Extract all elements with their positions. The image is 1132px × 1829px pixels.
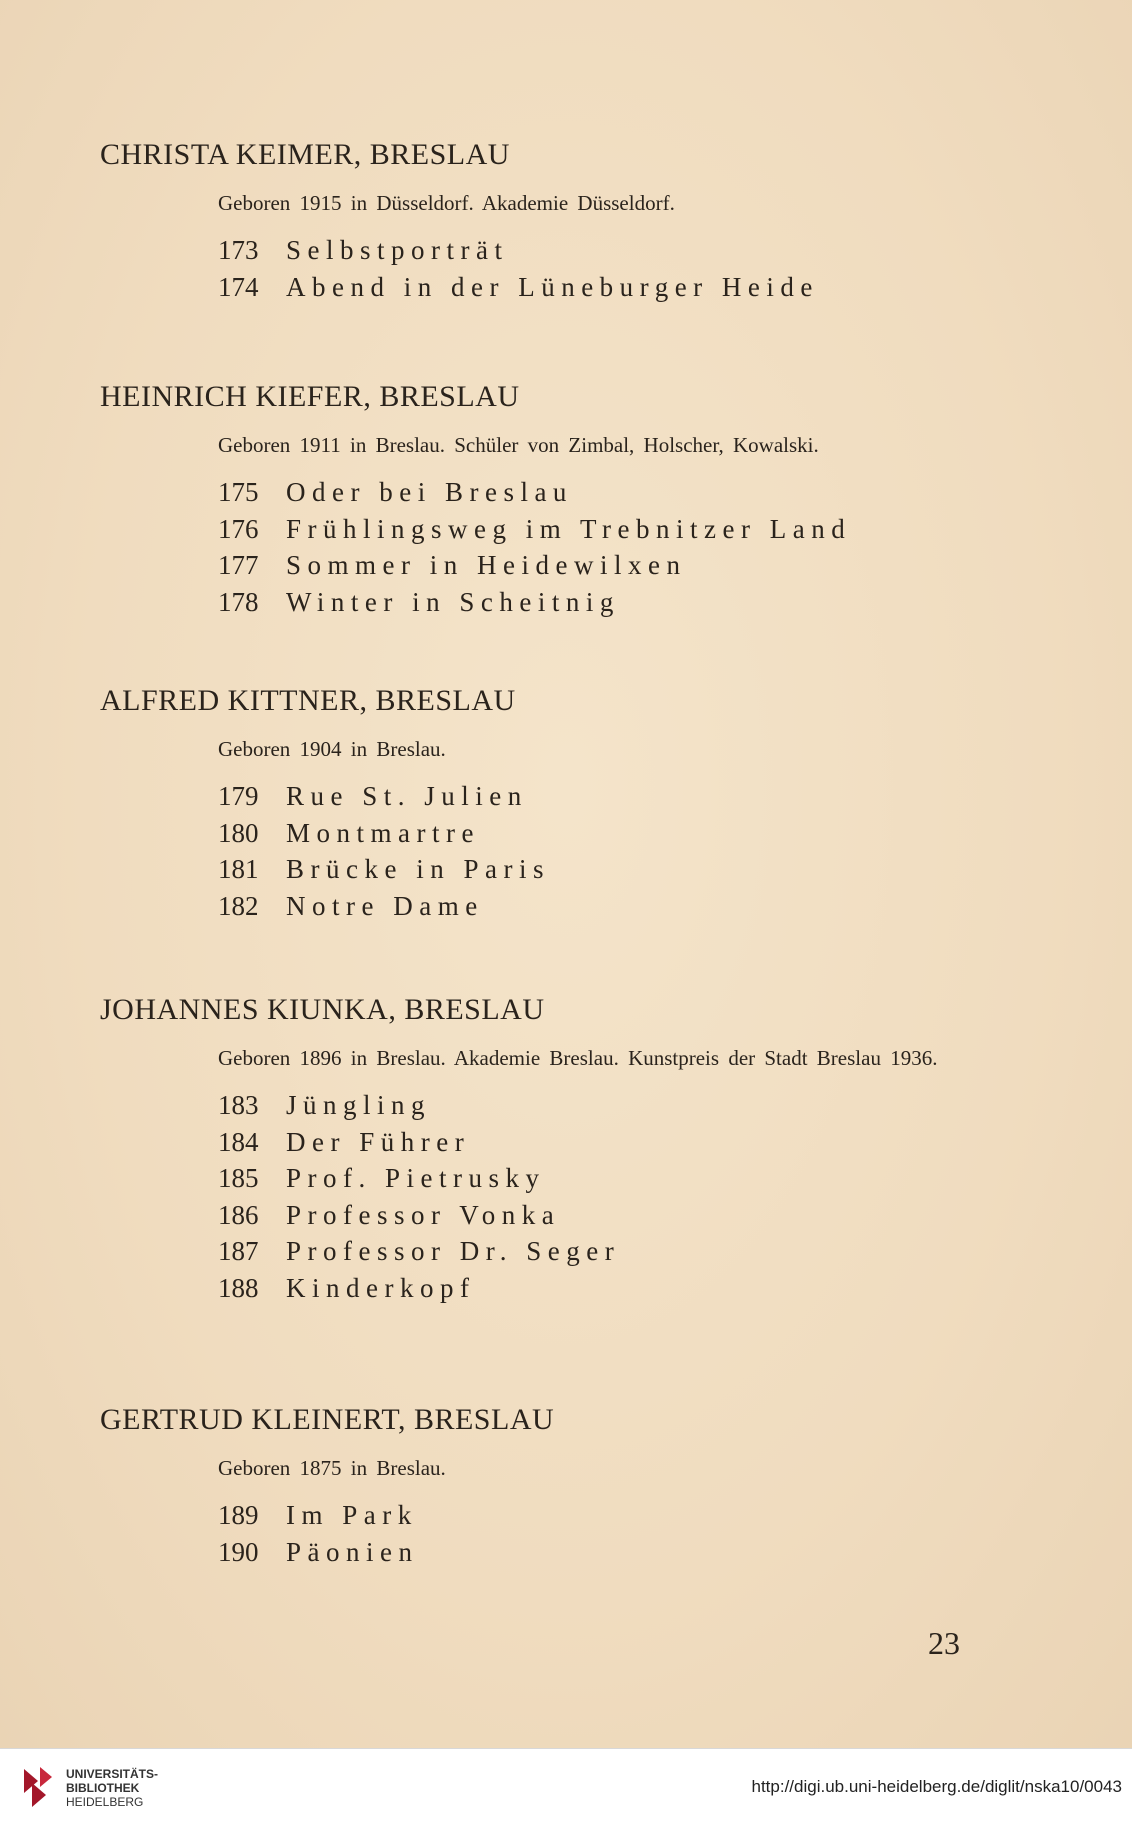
artist-name: JOHANNES KIUNKA, BRESLAU xyxy=(100,993,545,1026)
works-list xyxy=(218,1087,980,1306)
work-number: 187 xyxy=(218,1236,259,1266)
page-number: 23 xyxy=(928,1625,960,1661)
work-item xyxy=(218,511,980,548)
artist-entry xyxy=(100,684,980,924)
work-title: Jüngling xyxy=(286,1090,432,1120)
work-title: Päonien xyxy=(286,1536,419,1567)
work-item xyxy=(218,474,980,511)
work-item xyxy=(218,851,980,888)
work-item xyxy=(218,1160,980,1197)
work-number: 178 xyxy=(218,586,259,617)
artist-name: GERTRUD KLEINERT, BRESLAU xyxy=(100,1403,555,1436)
work-title: Selbstporträt xyxy=(286,235,509,265)
work-title: Montmartre xyxy=(286,817,480,848)
work-number: 179 xyxy=(218,781,259,811)
works-list xyxy=(218,474,980,620)
artist-name: ALFRED KITTNER, BRESLAU xyxy=(100,684,516,717)
work-title: Prof. Pietrusky xyxy=(286,1163,546,1193)
artist-bio: Geboren 1896 in Breslau. Akademie Breslau. Kunstpreis der Stadt Breslau 1936. xyxy=(218,1046,938,1070)
artist-bio: Geboren 1915 in Düsseldorf. Akademie Düsseldorf. xyxy=(218,191,675,215)
footer-bar xyxy=(0,1748,1132,1829)
artist-bio: Geboren 1904 in Breslau. xyxy=(218,737,446,761)
work-item xyxy=(218,1497,980,1534)
work-title: Professor Vonka xyxy=(286,1199,561,1230)
work-item xyxy=(218,1087,980,1124)
work-number: 183 xyxy=(218,1090,259,1120)
work-title: Oder bei Breslau xyxy=(286,477,573,507)
work-number: 175 xyxy=(218,477,259,507)
work-number: 189 xyxy=(218,1500,259,1530)
work-number: 177 xyxy=(218,550,259,580)
artist-entry xyxy=(100,1403,980,1570)
work-number: 174 xyxy=(218,271,259,302)
work-title: Im Park xyxy=(286,1500,418,1530)
work-item xyxy=(218,269,980,306)
work-title: Brücke in Paris xyxy=(286,854,550,884)
work-title: Professor Dr. Seger xyxy=(286,1236,621,1266)
library-name-line: HEIDELBERG xyxy=(66,1795,144,1809)
work-item xyxy=(218,1233,980,1270)
work-title: Winter in Scheitnig xyxy=(286,586,620,617)
permalink-url[interactable]: http://digi.ub.uni-heidelberg.de/diglit/nska10/0043 xyxy=(751,1777,1122,1796)
artist-name: HEINRICH KIEFER, BRESLAU xyxy=(100,380,520,413)
artist-entry xyxy=(100,993,980,1306)
work-item xyxy=(218,1270,980,1307)
work-item xyxy=(218,1534,980,1571)
work-number: 176 xyxy=(218,513,259,544)
work-item xyxy=(218,778,980,815)
library-name-line: BIBLIOTHEK xyxy=(66,1781,140,1795)
work-number: 186 xyxy=(218,1199,259,1230)
artist-name: CHRISTA KEIMER, BRESLAU xyxy=(100,138,510,171)
library-name xyxy=(66,1767,158,1809)
work-title: Rue St. Julien xyxy=(286,781,528,811)
artist-entry xyxy=(100,138,980,305)
work-item xyxy=(218,815,980,852)
work-title: Der Führer xyxy=(286,1126,471,1157)
work-number: 184 xyxy=(218,1126,259,1157)
works-list xyxy=(218,232,980,305)
work-title: Notre Dame xyxy=(286,890,484,921)
work-item xyxy=(218,232,980,269)
work-number: 180 xyxy=(218,817,259,848)
work-title: Sommer in Heidewilxen xyxy=(286,550,687,580)
work-item xyxy=(218,888,980,925)
work-number: 173 xyxy=(218,235,259,265)
work-number: 181 xyxy=(218,854,259,884)
works-list xyxy=(218,778,980,924)
artist-bio: Geboren 1911 in Breslau. Schüler von Zimbal, Holscher, Kowalski. xyxy=(218,433,819,457)
work-title: Kinderkopf xyxy=(286,1272,476,1303)
work-title: Abend in der Lüneburger Heide xyxy=(286,271,819,302)
works-list xyxy=(218,1497,980,1570)
work-title: Frühlingsweg im Trebnitzer Land xyxy=(286,513,852,544)
work-number: 188 xyxy=(218,1272,259,1303)
work-number: 185 xyxy=(218,1163,259,1193)
work-item xyxy=(218,547,980,584)
artist-entry xyxy=(100,380,980,620)
work-item xyxy=(218,1197,980,1234)
library-name-line: UNIVERSITÄTS- xyxy=(66,1767,159,1781)
work-item xyxy=(218,584,980,621)
work-item xyxy=(218,1124,980,1161)
work-number: 182 xyxy=(218,890,259,921)
work-number: 190 xyxy=(218,1536,259,1567)
artist-bio: Geboren 1875 in Breslau. xyxy=(218,1456,446,1480)
ub-heidelberg-logo-icon xyxy=(18,1763,58,1815)
